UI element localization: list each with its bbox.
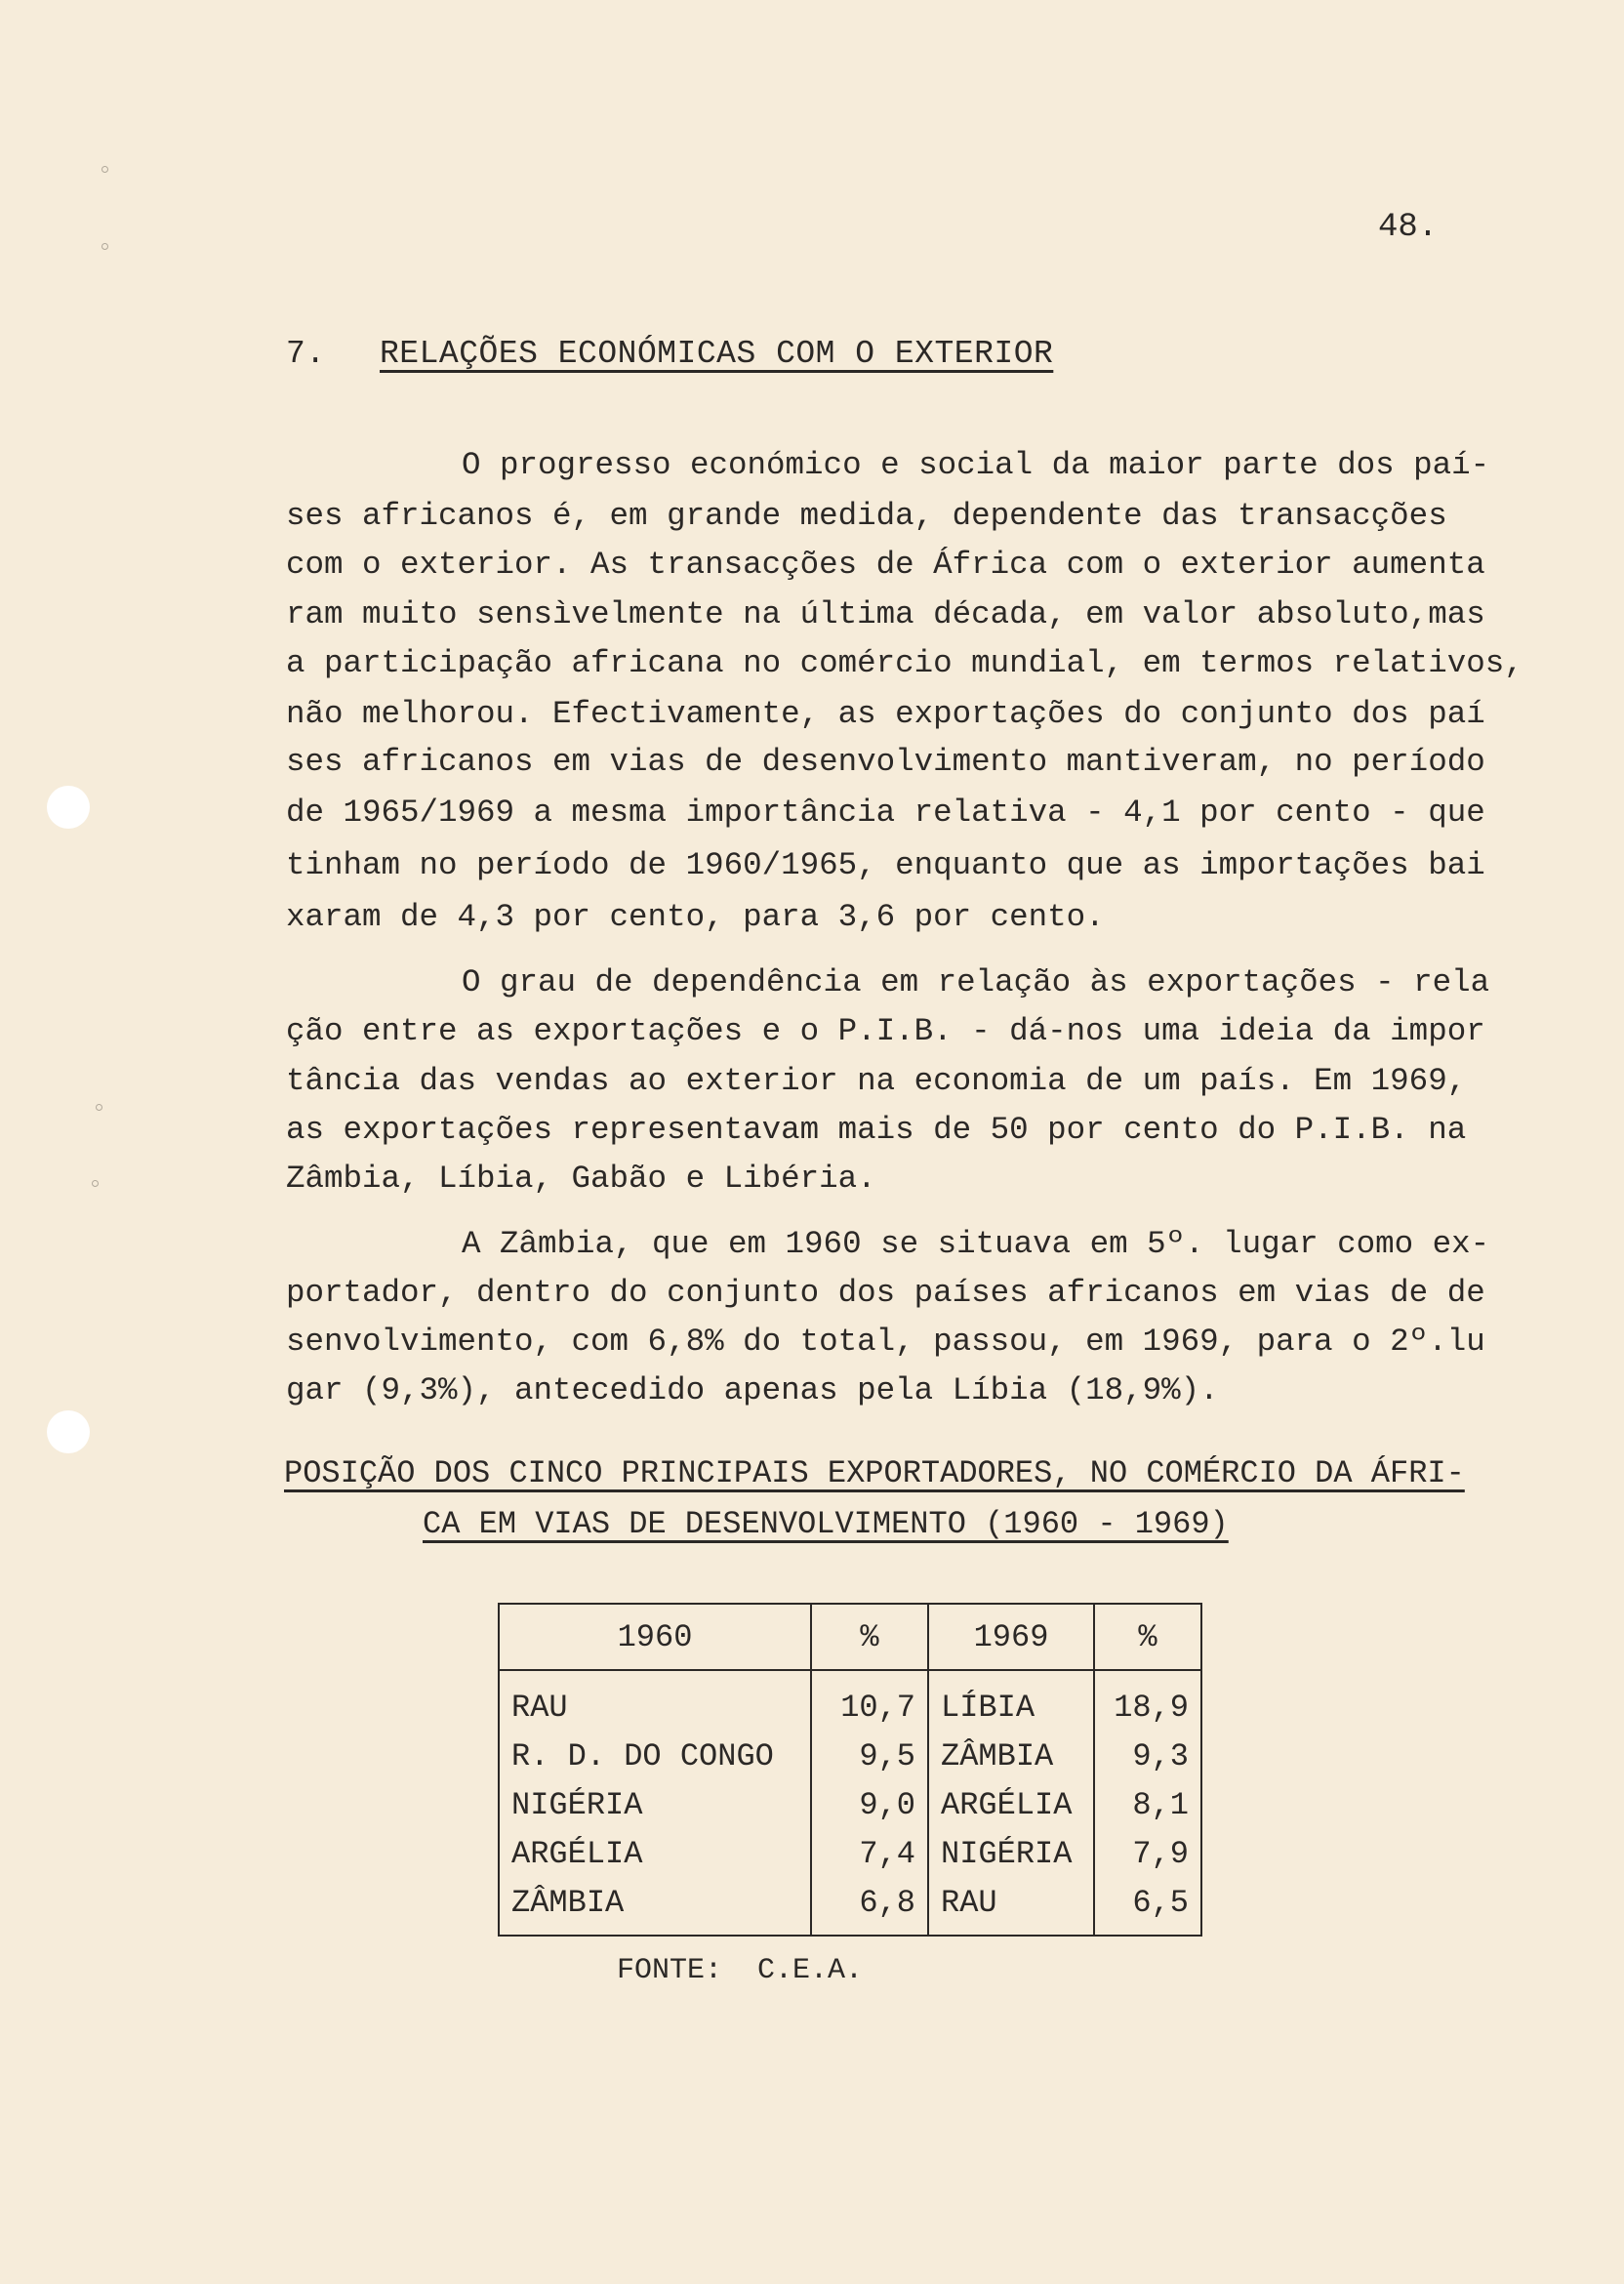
speck-mark [102,166,108,173]
percent-1960: 7,4 [811,1829,928,1878]
percent-1960: 10,7 [811,1670,928,1732]
column-header: % [811,1604,928,1670]
country-1969: RAU [928,1878,1094,1936]
percent-1969: 8,1 [1094,1780,1201,1829]
text-line: ção entre as exportações e o P.I.B. - dá-nos uma ideia da impor [286,1013,1485,1049]
text-line: a participação africana no comércio mundial, em termos relativos, [286,645,1523,681]
text-line: tinham no período de 1960/1965, enquanto que as importações bai [286,847,1485,883]
percent-1969: 9,3 [1094,1732,1201,1780]
punch-hole-bottom [47,1410,90,1453]
text-line: O grau de dependência em relação às exportações - rela [462,964,1490,1000]
country-1969: NIGÉRIA [928,1829,1094,1878]
text-line: xaram de 4,3 por cento, para 3,6 por cento. [286,899,1105,935]
text-line: O progresso económico e social da maior parte dos paí- [462,447,1490,483]
percent-1969: 7,9 [1094,1829,1201,1878]
table-header-row [499,1604,1201,1670]
percent-1969: 6,5 [1094,1878,1201,1936]
table-row [499,1670,1201,1732]
table-row [499,1780,1201,1829]
country-1960: NIGÉRIA [499,1780,811,1829]
text-line: tância das vendas ao exterior na economia de um país. Em 1969, [286,1063,1467,1099]
table-title-line-1: POSIÇÃO DOS CINCO PRINCIPAIS EXPORTADORES, NO COMÉRCIO DA ÁFRI- [284,1455,1465,1491]
text-line: gar (9,3%), antecedido apenas pela Líbia (18,9%). [286,1372,1219,1408]
percent-1960: 9,0 [811,1780,928,1829]
page-number: 48. [1378,209,1439,246]
table-row [499,1829,1201,1878]
country-1960: RAU [499,1670,811,1732]
text-line: de 1965/1969 a mesma importância relativa - 4,1 por cento - que [286,795,1485,831]
percent-1960: 9,5 [811,1732,928,1780]
column-header: 1969 [928,1604,1094,1670]
text-line: portador, dentro do conjunto dos países africanos em vias de de [286,1275,1485,1311]
table-title-line-2: CA EM VIAS DE DESENVOLVIMENTO (1960 - 1969) [423,1506,1229,1542]
text-line: ram muito sensìvelmente na última década, em valor absoluto,mas [286,596,1485,632]
country-1969: LÍBIA [928,1670,1094,1732]
country-1969: ARGÉLIA [928,1780,1094,1829]
exporters-table [498,1603,1202,1937]
section-heading [286,336,1053,372]
text-line: com o exterior. As transacções de África com o exterior aumenta [286,547,1485,583]
table-row [499,1732,1201,1780]
text-line: A Zâmbia, que em 1960 se situava em 5º. lugar como ex- [462,1226,1490,1262]
country-1960: ZÂMBIA [499,1878,811,1936]
speck-mark [96,1104,102,1111]
table-row [499,1878,1201,1936]
section-title: RELAÇÕES ECONÓMICAS COM O EXTERIOR [380,336,1054,372]
source-value: C.E.A. [757,1954,864,1987]
percent-1960: 6,8 [811,1878,928,1936]
text-line: ses africanos é, em grande medida, dependente das transacções [286,498,1447,534]
speck-mark [102,243,108,250]
text-line: as exportações representavam mais de 50 por cento do P.I.B. na [286,1112,1467,1148]
table-source [617,1954,863,1987]
text-line: ses africanos em vias de desenvolvimento mantiveram, no período [286,744,1485,780]
text-line: Zâmbia, Líbia, Gabão e Libéria. [286,1161,876,1197]
speck-mark [92,1180,99,1187]
text-line: não melhorou. Efectivamente, as exportações do conjunto dos paí [286,696,1485,732]
punch-hole-top [47,786,90,829]
country-1969: ZÂMBIA [928,1732,1094,1780]
country-1960: R. D. DO CONGO [499,1732,811,1780]
text-line: senvolvimento, com 6,8% do total, passou, em 1969, para o 2º.lu [286,1324,1485,1360]
section-number: 7. [286,336,326,372]
column-header: 1960 [499,1604,811,1670]
column-header: % [1094,1604,1201,1670]
percent-1969: 18,9 [1094,1670,1201,1732]
country-1960: ARGÉLIA [499,1829,811,1878]
source-label: FONTE: [617,1954,723,1987]
